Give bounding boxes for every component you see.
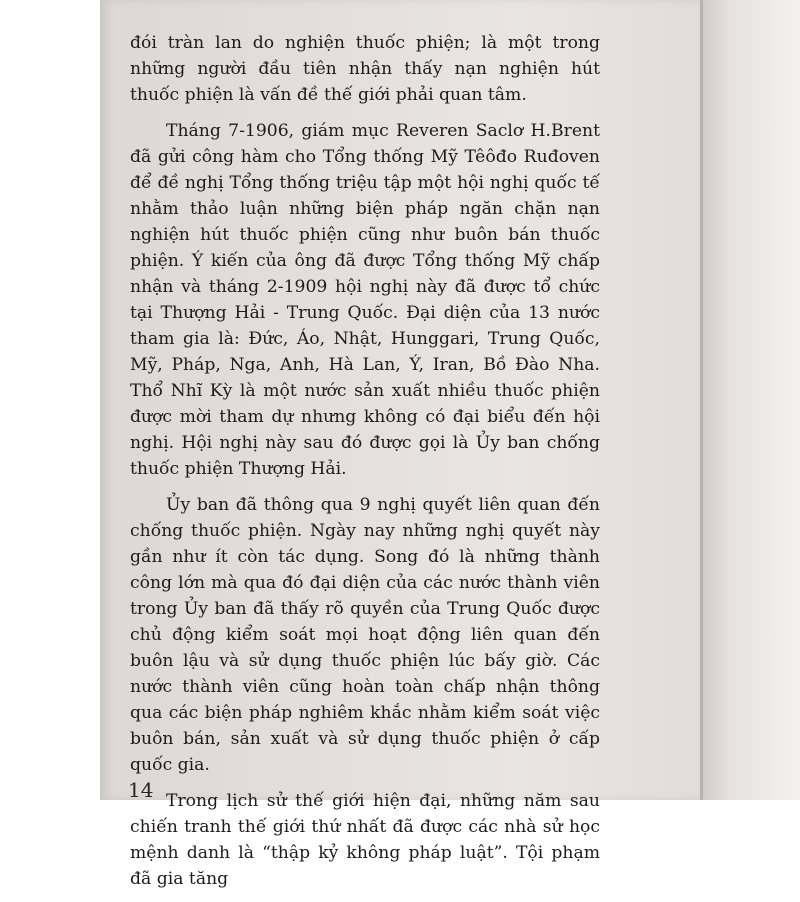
page-number: 14 [128,778,154,802]
body-text [130,30,600,902]
paragraph-2: Tháng 7-1906, giám mục Reveren Saclơ H.Brent đã gửi công hàm cho Tổng thống Mỹ Têôđo Ruđoven để đề nghị Tổng thống triệu tập một hội nghị quốc tế nhằm thảo luận những biện pháp ngăn chặn nạn nghiện hút thuốc phiện cũng như buôn bán thuốc phiện. Ý kiến của ông đã được Tổng thống Mỹ chấp nhận và tháng 2-1909 hội nghị này đã được tổ chức tại Thượng Hải - Trung Quốc. Đại diện của 13 nước tham gia là: Đức, Áo, Nhật, Hunggari, Trung Quốc, Mỹ, Pháp, Nga, Anh, Hà Lan, Ý, Iran, Bồ Đào Nha. Thổ Nhĩ Kỳ là một nước sản xuất nhiều thuốc phiện được mời tham dự nhưng không có đại biểu đến hội nghị. Hội nghị này sau đó được gọi là Ủy ban chống thuốc phiện Thượng Hải. [130,121,600,479]
paragraph-3: Ủy ban đã thông qua 9 nghị quyết liên quan đến chống thuốc phiện. Ngày nay những nghị quyết này gần như ít còn tác dụng. Song đó là những thành công lớn mà qua đó đại diện của các nước thành viên trong Ủy ban đã thấy rõ quyền của Trung Quốc được chủ động kiểm soát mọi hoạt động liên quan đến buôn lậu và sử dụng thuốc phiện lúc bấy giờ. Các nước thành viên cũng hoàn toàn chấp nhận thông qua các biện pháp nghiêm khắc nhằm kiểm soát việc buôn bán, sản xuất và sử dụng thuốc phiện ở cấp quốc gia. [130,495,600,775]
paragraph-1: đói tràn lan do nghiện thuốc phiện; là một trong những người đầu tiên nhận thấy nạn nghiện hút thuốc phiện là vấn đề thế giới phải quan tâm. [130,33,600,105]
background-left [0,0,100,800]
next-page-edge [700,0,800,800]
page-fold [700,0,703,800]
paragraph-4: Trong lịch sử thế giới hiện đại, những năm sau chiến tranh thế giới thứ nhất đã được các nhà sử học mệnh danh là “thập kỷ không pháp luật”. Tội phạm đã gia tăng [130,791,600,889]
